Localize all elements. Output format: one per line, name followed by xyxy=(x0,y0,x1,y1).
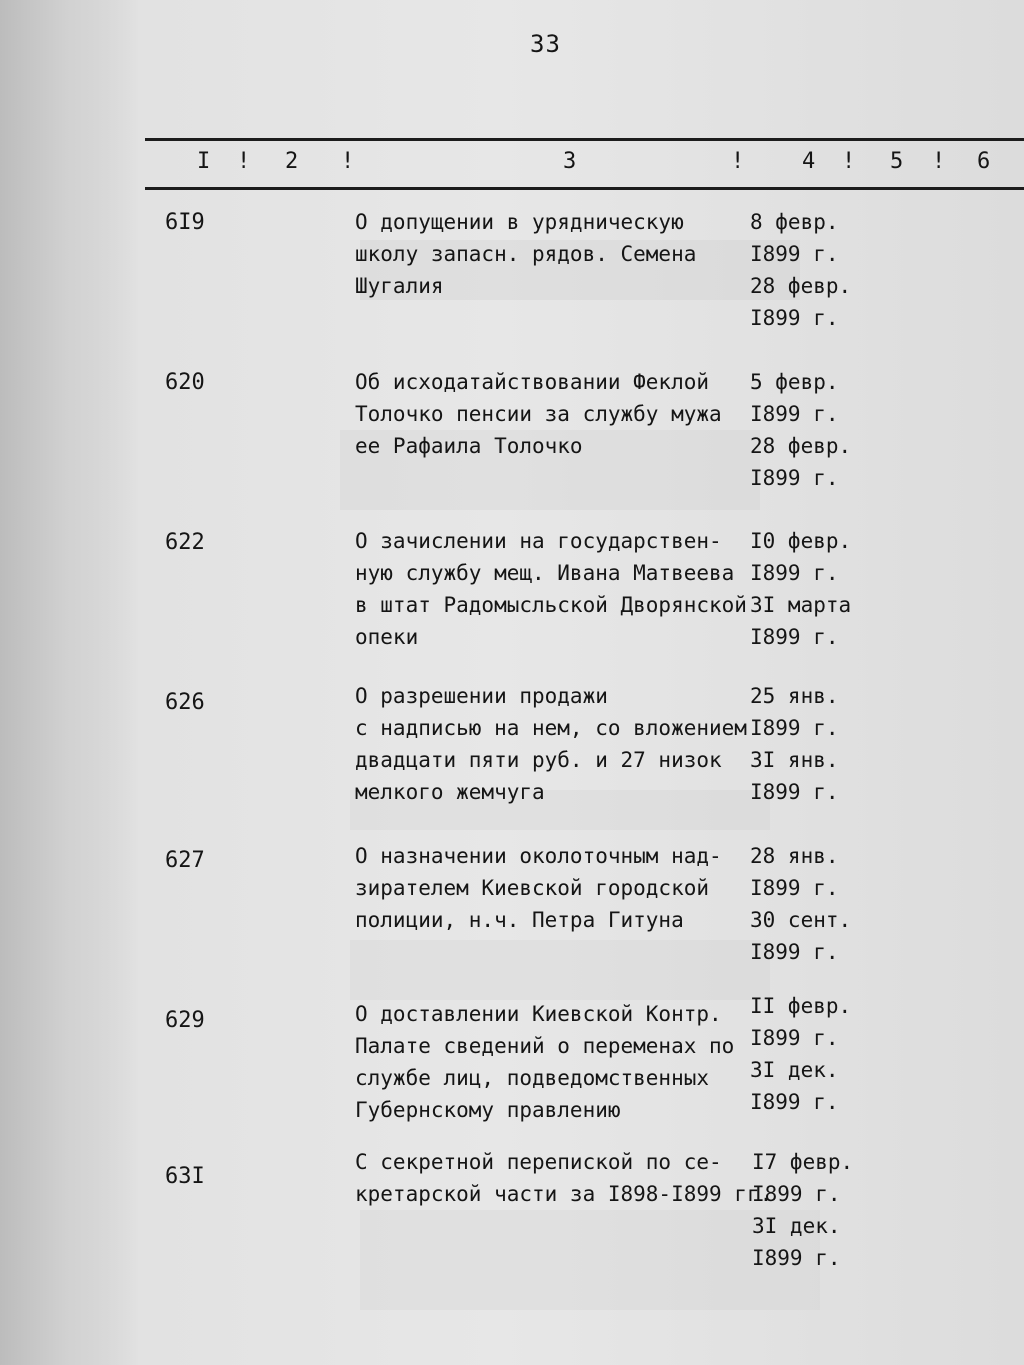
header-col-4: 4 xyxy=(802,149,816,174)
header-separator: ! xyxy=(731,149,745,174)
table-header xyxy=(145,138,1024,190)
header-separator: ! xyxy=(842,149,856,174)
entry-number: 622 xyxy=(165,530,205,555)
entry-description: О доставлении Киевской Контр. Палате сведений о переменах по службе лиц, подведомственных Губернскому правлению xyxy=(355,1002,735,1122)
entry-description: С секретной перепиской по се- кретарской части за I898-I899 гг. xyxy=(355,1150,773,1206)
header-separator: ! xyxy=(237,149,251,174)
entry-dates: 8 февр. I899 г. 28 февр. I899 г. xyxy=(750,210,852,330)
bleed-through xyxy=(360,1210,820,1310)
entry-number: 629 xyxy=(165,1008,205,1033)
entry-description: О допущении в урядническую школу запасн. рядов. Семена Шугалия xyxy=(355,210,697,298)
header-col-1: I xyxy=(197,149,211,174)
header-separator: ! xyxy=(932,149,946,174)
entry-dates: 25 янв. I899 г. 3I янв. I899 г. xyxy=(750,684,839,804)
entry-description: О разрешении продажи с надписью на нем, со вложением двадцати пяти руб. и 27 низок мелкого жемчуга xyxy=(355,684,747,804)
entry-description: Об исходатайствовании Феклой Толочко пенсии за службу мужа ее Рафаила Толочко xyxy=(355,370,722,458)
entry-number: 627 xyxy=(165,848,205,873)
header-col-6: 6 xyxy=(977,149,991,174)
entry-number: 6I9 xyxy=(165,210,205,235)
header-col-2: 2 xyxy=(285,149,299,174)
entry-number: 63I xyxy=(165,1164,205,1189)
previous-page-edge xyxy=(0,0,140,1365)
entry-dates: I0 февр. I899 г. 3I марта I899 г. xyxy=(750,529,852,649)
entry-number: 620 xyxy=(165,370,205,395)
header-col-3: 3 xyxy=(563,149,577,174)
entry-dates: I7 февр. I899 г. 3I дек. I899 г. xyxy=(752,1150,854,1270)
page-number: 33 xyxy=(530,30,561,58)
bleed-through xyxy=(350,940,770,1000)
entry-description: О зачислении на государствен- ную службу мещ. Ивана Матвеева в штат Радомысльской Дворянской опеки xyxy=(355,529,747,649)
entry-dates: II февр. I899 г. 3I дек. I899 г. xyxy=(750,994,852,1114)
entry-dates: 28 янв. I899 г. 30 сент. I899 г. xyxy=(750,844,852,964)
header-col-5: 5 xyxy=(890,149,904,174)
entry-dates: 5 февр. I899 г. 28 февр. I899 г. xyxy=(750,370,852,490)
entry-number: 626 xyxy=(165,690,205,715)
entry-description: О назначении околоточным над- зирателем Киевской городской полиции, н.ч. Петра Гитуна xyxy=(355,844,722,932)
header-separator: ! xyxy=(341,149,355,174)
